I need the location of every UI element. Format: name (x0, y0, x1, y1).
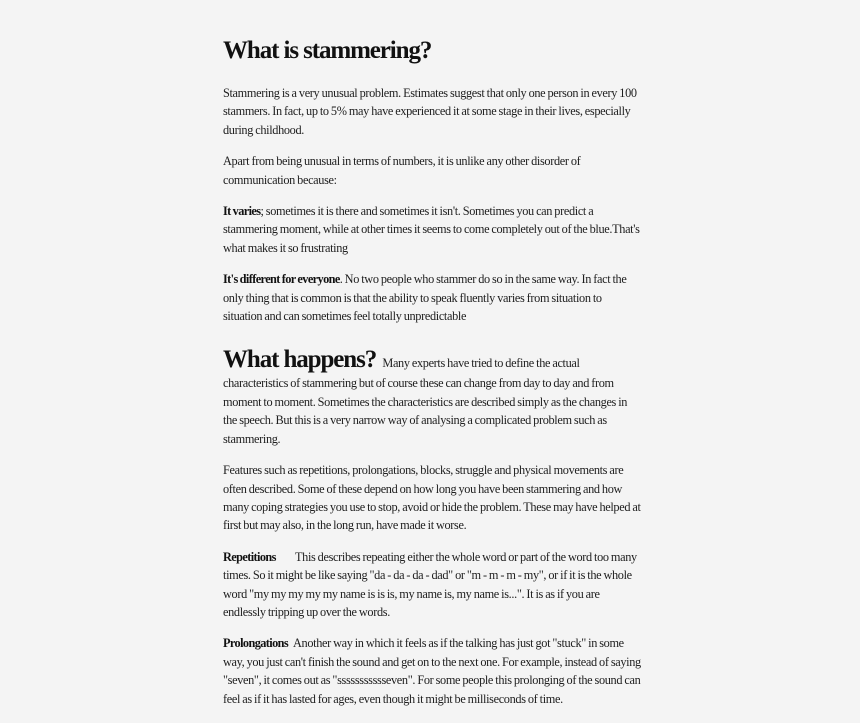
point-varies-term: It varies (223, 204, 261, 219)
article (223, 36, 643, 721)
repetitions-text: This describes repeating either the whole word or part of the word too many times. So it might be like saying "da - da - da - dad" or "m - m - m - my", or if it is the whole word "my my my my my name is is is, my name is, my name is...". It is as if you are endlessly tripping up over the words. (223, 549, 637, 619)
prolongations-term: Prolongations (223, 636, 289, 651)
repetitions-paragraph (223, 548, 643, 622)
happens-text: Many experts have tried to define the actual characteristics of stammering but of course these can change from day to day and from moment to moment. Sometimes the characteristics are described simply as the changes in the speech. But this is a very narrow way of analysing a complicated problem such as stammering. (223, 356, 628, 446)
features-paragraph: Features such as repetitions, prolongations, blocks, struggle and physical movements are often described. Some of these depend on how long you have been stammering and how many coping strategies you use to stop, avoid or hide the problem. These may have helped at first but may also, in the long run, have made it worse. (223, 463, 641, 533)
point-varies (223, 202, 643, 257)
point-different-text: . No two people who stammer do so in the same way. In fact the only thing that is common is that the ability to speak fluently varies from situation to situation and can sometimes feel totally unpredictable (223, 272, 627, 324)
point-different-term: It's different for everyone (223, 272, 340, 287)
point-varies-text: ; sometimes it is there and sometimes it isn't. Sometimes you can predict a stammering moment, while at other times it seems to come completely out of the blue.That's what makes it so frustrating (223, 204, 640, 255)
prolongations-paragraph (223, 634, 643, 708)
intro-paragraph-2: Apart from being unusual in terms of numbers, it is unlike any other disorder of communication because: (223, 154, 581, 187)
prolongations-text: Another way in which it feels as if the talking has just got "stuck" in some way, you just can't finish the sound and get on to the next one. For example, instead of saying "seven", it comes out as "ssssssssssseven". For some people this prolonging of the sound can feel as if it has lasted for ages, even though it might be milliseconds of time. (223, 636, 641, 706)
page-title: What is stammering? (223, 37, 432, 64)
point-different (223, 270, 643, 325)
happens-paragraph (223, 346, 643, 448)
intro-paragraph: Stammering is a very unusual problem. Estimates suggest that only one person in every 100 stammers. In fact, up to 5% may have experienced it at some stage in their lives, especially during childhood. (223, 86, 637, 137)
repetitions-term: Repetitions (223, 549, 276, 564)
section-heading-what-happens: What happens? (223, 346, 377, 374)
